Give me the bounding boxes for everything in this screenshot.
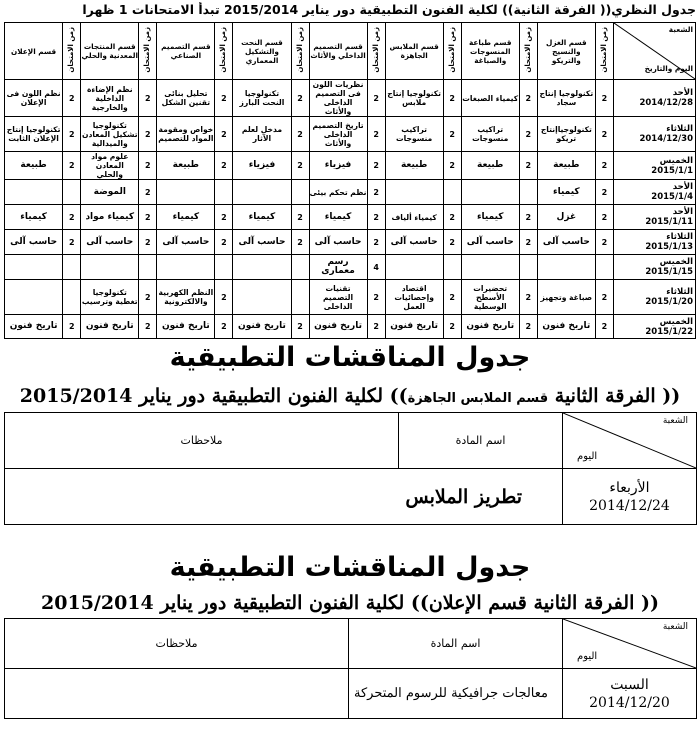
subject-cell: صباغة وتجهيز — [537, 280, 595, 315]
day-cell: الخميس 2015/1/15 — [613, 255, 695, 280]
subject-cell: علوم مواد المعادن والحلي — [81, 152, 139, 180]
duration-header: زمن الامتحان — [519, 23, 537, 80]
discussion-subtitle-1: (( الفرقة الثانية قسم الملابس الجاهزة)) لكلية الفنون التطبيقية دور يناير 2015/2014 — [19, 385, 681, 407]
subject-cell: تاريخ فنون — [537, 315, 595, 339]
discussion-title-1: جدول المناقشات التطبيقية — [169, 342, 531, 373]
duration-cell: 2 — [367, 205, 385, 230]
duration-cell: 2 — [291, 152, 309, 180]
subject-cell: نظريات اللون فى التصميم الداخلى والأثاث — [309, 80, 367, 117]
duration-cell: 2 — [519, 315, 537, 339]
duration-header: زمن الامتحان — [63, 23, 81, 80]
subject-cell: تاريخ فنون — [81, 315, 139, 339]
subject-cell: مدخل لعلم الآثار — [233, 117, 291, 152]
notes-header: ملاحظات — [5, 619, 349, 669]
subject-cell: تاريخ فنون — [5, 315, 63, 339]
subject-cell: تحليل بنائى تقنين الشكل — [157, 80, 215, 117]
schedule-row — [5, 180, 696, 205]
subject-cell: كيمياء — [309, 205, 367, 230]
duration-cell: 2 — [63, 80, 81, 117]
duration-header: زمن الامتحان — [215, 23, 233, 80]
day-date-header: الشعبة اليوم والتاريخ — [613, 23, 695, 80]
subject-cell: تكنولوجيا تغطية وترسيب — [81, 280, 139, 315]
subject-cell — [5, 280, 63, 315]
subject-cell: حاسب آلى — [5, 230, 63, 255]
subject-cell: طبيعة — [5, 152, 63, 180]
subject-cell: تكنولوجيا إنتاج ملابس — [385, 80, 443, 117]
day-cell: السبت 2014/12/20 — [563, 669, 697, 719]
subject-cell: كيمياء ألياف — [385, 205, 443, 230]
subject-cell: طبيعة — [157, 152, 215, 180]
duration-header: زمن الامتحان — [595, 23, 613, 80]
duration-cell: 2 — [443, 80, 461, 117]
duration-cell: 2 — [215, 315, 233, 339]
day-cell: الأحد 2015/1/4 — [613, 180, 695, 205]
branch-day-header: الشعبة اليوم — [563, 413, 697, 469]
subject-cell — [233, 180, 291, 205]
subject-cell — [233, 255, 291, 280]
subject-cell: تاريخ فنون — [233, 315, 291, 339]
duration-cell: 2 — [367, 315, 385, 339]
subject-cell: الموضة — [81, 180, 139, 205]
duration-cell: 2 — [443, 117, 461, 152]
duration-cell: 2 — [139, 80, 157, 117]
duration-header: زمن الامتحان — [291, 23, 309, 80]
duration-cell: 2 — [63, 205, 81, 230]
exam-schedule-table — [4, 22, 696, 339]
subject-cell: كيمياء — [537, 180, 595, 205]
subject-header: اسم المادة — [399, 413, 563, 469]
subject-cell: اقتصاد وإحصائيات العمل — [385, 280, 443, 315]
day-cell: الخميس 2015/1/22 — [613, 315, 695, 339]
duration-cell: 2 — [139, 230, 157, 255]
duration-cell: 2 — [595, 152, 613, 180]
schedule-row — [5, 152, 696, 180]
subject-cell: تكنولوجياإنتاج تريكو — [537, 117, 595, 152]
department-header: قسم الملابس الجاهزة — [385, 23, 443, 80]
schedule-row — [5, 230, 696, 255]
day-cell: الثلاثاء 2015/1/13 — [613, 230, 695, 255]
duration-cell: 2 — [519, 152, 537, 180]
subject-cell: تكنولوجيا إنتاج الإعلان الثابت — [5, 117, 63, 152]
duration-cell — [443, 180, 461, 205]
subject-cell: تكنولوجيا تشكيل المعادن والميدالية — [81, 117, 139, 152]
subject-cell: تقنيات التصميم الداخلى — [309, 280, 367, 315]
duration-cell: 2 — [139, 152, 157, 180]
day-cell: الخميس 2015/1/1 — [613, 152, 695, 180]
discussion-table-2 — [4, 618, 697, 719]
subject-cell: طبيعة — [537, 152, 595, 180]
duration-cell: 2 — [215, 117, 233, 152]
duration-cell: 2 — [367, 80, 385, 117]
subject-cell: حاسب آلى — [157, 230, 215, 255]
duration-header: زمن الامتحان — [443, 23, 461, 80]
schedule-row — [5, 280, 696, 315]
duration-cell: 2 — [215, 80, 233, 117]
subject-cell: كيمياء — [157, 205, 215, 230]
discussion-subtitle-2: (( الفرقة الثانية قسم الإعلان)) لكلية الفنون التطبيقية دور يناير 2015/2014 — [41, 592, 659, 614]
duration-cell — [595, 255, 613, 280]
duration-cell: 2 — [519, 205, 537, 230]
duration-cell — [63, 180, 81, 205]
duration-cell: 2 — [63, 117, 81, 152]
subject-cell — [157, 180, 215, 205]
duration-cell: 2 — [63, 152, 81, 180]
duration-header: زمن الامتحان — [139, 23, 157, 80]
subject-cell: حاسب آلى — [385, 230, 443, 255]
duration-cell: 4 — [367, 255, 385, 280]
branch-day-header: الشعبة اليوم — [563, 619, 697, 669]
subject-cell — [233, 280, 291, 315]
duration-cell: 2 — [443, 205, 461, 230]
duration-cell — [443, 255, 461, 280]
subject-cell: رسم معمارى — [309, 255, 367, 280]
subject-cell: تطريز الملابس — [5, 469, 563, 525]
subject-cell: طبيعة — [461, 152, 519, 180]
duration-cell — [291, 180, 309, 205]
subject-cell: تاريخ فنون — [309, 315, 367, 339]
subject-cell: تاريخ فنون — [385, 315, 443, 339]
subject-cell: تحضيرات الأسطح الوسطية — [461, 280, 519, 315]
duration-header: زمن الامتحان — [367, 23, 385, 80]
schedule-row — [5, 315, 696, 339]
duration-cell: 2 — [215, 230, 233, 255]
subject-cell: حاسب آلى — [309, 230, 367, 255]
subject-cell: خواص ومقومة المواد للتصميم — [157, 117, 215, 152]
subject-cell — [81, 255, 139, 280]
department-header: قسم المنتجات المعدنية والحلي — [81, 23, 139, 80]
duration-cell: 2 — [443, 230, 461, 255]
subject-cell — [385, 255, 443, 280]
subject-cell — [5, 255, 63, 280]
duration-cell — [291, 280, 309, 315]
discussion-table-1 — [4, 412, 697, 525]
subject-cell: طبيعة — [385, 152, 443, 180]
subject-cell — [461, 180, 519, 205]
subject-cell: تراكيب منسوجات — [385, 117, 443, 152]
duration-cell: 2 — [63, 315, 81, 339]
duration-cell: 2 — [291, 117, 309, 152]
duration-cell — [215, 255, 233, 280]
duration-cell: 2 — [139, 280, 157, 315]
duration-cell: 2 — [595, 230, 613, 255]
subject-cell: كيمياء مواد — [81, 205, 139, 230]
day-cell: الأحد 2015/1/11 — [613, 205, 695, 230]
subject-cell: معالجات جرافيكية للرسوم المتحركة — [349, 669, 563, 719]
department-header: قسم النحت والتشكيل المعماري — [233, 23, 291, 80]
subject-cell: نظم الإضاءة الداخلية والخارجية — [81, 80, 139, 117]
subject-cell: نظم اللون فى الإعلان — [5, 80, 63, 117]
discussion-title-2: جدول المناقشات التطبيقية — [169, 552, 531, 583]
duration-cell: 2 — [443, 315, 461, 339]
subject-cell — [5, 180, 63, 205]
duration-cell: 2 — [519, 280, 537, 315]
subject-cell: حاسب آلى — [233, 230, 291, 255]
subject-cell: فيزياء — [309, 152, 367, 180]
duration-cell: 2 — [139, 315, 157, 339]
duration-cell: 2 — [139, 180, 157, 205]
subject-cell: غزل — [537, 205, 595, 230]
duration-cell — [291, 255, 309, 280]
duration-cell: 2 — [595, 117, 613, 152]
duration-cell — [63, 255, 81, 280]
day-cell: الأحد 2014/12/28 — [613, 80, 695, 117]
duration-cell: 2 — [215, 205, 233, 230]
duration-cell: 2 — [291, 315, 309, 339]
duration-cell — [215, 180, 233, 205]
schedule-row — [5, 205, 696, 230]
schedule-row — [5, 255, 696, 280]
subject-header: اسم المادة — [349, 619, 563, 669]
duration-cell: 2 — [519, 230, 537, 255]
duration-cell: 2 — [519, 80, 537, 117]
duration-cell: 2 — [595, 205, 613, 230]
duration-cell: 2 — [443, 152, 461, 180]
subject-cell: فيزياء — [233, 152, 291, 180]
subject-cell: كيمياء — [233, 205, 291, 230]
duration-cell — [519, 180, 537, 205]
subject-cell: حاسب آلى — [461, 230, 519, 255]
subject-cell: تكنولوجيا إنتاج سجاد — [537, 80, 595, 117]
day-cell: الثلاثاء 2014/12/30 — [613, 117, 695, 152]
subject-cell — [157, 255, 215, 280]
duration-cell: 2 — [519, 117, 537, 152]
department-header: قسم طباعة المنسوجات والصباغة — [461, 23, 519, 80]
subject-cell — [461, 255, 519, 280]
duration-cell: 2 — [139, 117, 157, 152]
duration-cell — [519, 255, 537, 280]
day-cell: الثلاثاء 2015/1/20 — [613, 280, 695, 315]
duration-cell: 2 — [291, 205, 309, 230]
subject-cell — [537, 255, 595, 280]
duration-cell — [139, 255, 157, 280]
duration-cell: 2 — [595, 180, 613, 205]
subject-cell: تاريخ فنون — [157, 315, 215, 339]
notes-cell — [5, 669, 349, 719]
subject-cell: تاريخ فنون — [461, 315, 519, 339]
department-header: قسم الغزل والنسيج والتريكو — [537, 23, 595, 80]
subject-cell: حاسب آلى — [537, 230, 595, 255]
subject-cell: نظم تحكم بيئى — [309, 180, 367, 205]
subject-cell: النظم الكهربية والالكترونية — [157, 280, 215, 315]
duration-cell: 2 — [291, 80, 309, 117]
duration-cell: 2 — [215, 280, 233, 315]
subject-cell: كيمياء — [461, 205, 519, 230]
subject-cell — [385, 180, 443, 205]
duration-cell: 2 — [215, 152, 233, 180]
duration-cell: 2 — [367, 152, 385, 180]
schedule-title: جدول النظري(( الفرقة الثانية)) لكلية الفنون التطبيقية دور يناير 2015/2014 تبدأ الامتحانات 1 ظهرا — [82, 2, 696, 17]
duration-cell: 2 — [443, 280, 461, 315]
duration-cell: 2 — [367, 117, 385, 152]
department-header: قسم التصميم الصناعي — [157, 23, 215, 80]
notes-header: ملاحظات — [5, 413, 399, 469]
duration-cell: 2 — [595, 280, 613, 315]
subject-cell: تاريخ التصميم الداخلى والأثاث — [309, 117, 367, 152]
duration-cell: 2 — [367, 230, 385, 255]
subject-cell: تراكيب منسوجات — [461, 117, 519, 152]
duration-cell: 2 — [139, 205, 157, 230]
subject-cell: حاسب آلى — [81, 230, 139, 255]
schedule-row — [5, 80, 696, 117]
duration-cell: 2 — [367, 180, 385, 205]
duration-cell: 2 — [63, 230, 81, 255]
duration-cell: 2 — [595, 80, 613, 117]
department-header: قسم الإعلان — [5, 23, 63, 80]
department-header: قسم التصميم الداخلي والأثاث — [309, 23, 367, 80]
duration-cell — [63, 280, 81, 315]
day-cell: الأربعاء 2014/12/24 — [563, 469, 697, 525]
subject-cell: كيمياء الصبغات — [461, 80, 519, 117]
subject-cell: كيمياء — [5, 205, 63, 230]
schedule-row — [5, 117, 696, 152]
duration-cell: 2 — [291, 230, 309, 255]
subject-cell: تكنولوجيا النحت البارز — [233, 80, 291, 117]
duration-cell: 2 — [367, 280, 385, 315]
duration-cell: 2 — [595, 315, 613, 339]
